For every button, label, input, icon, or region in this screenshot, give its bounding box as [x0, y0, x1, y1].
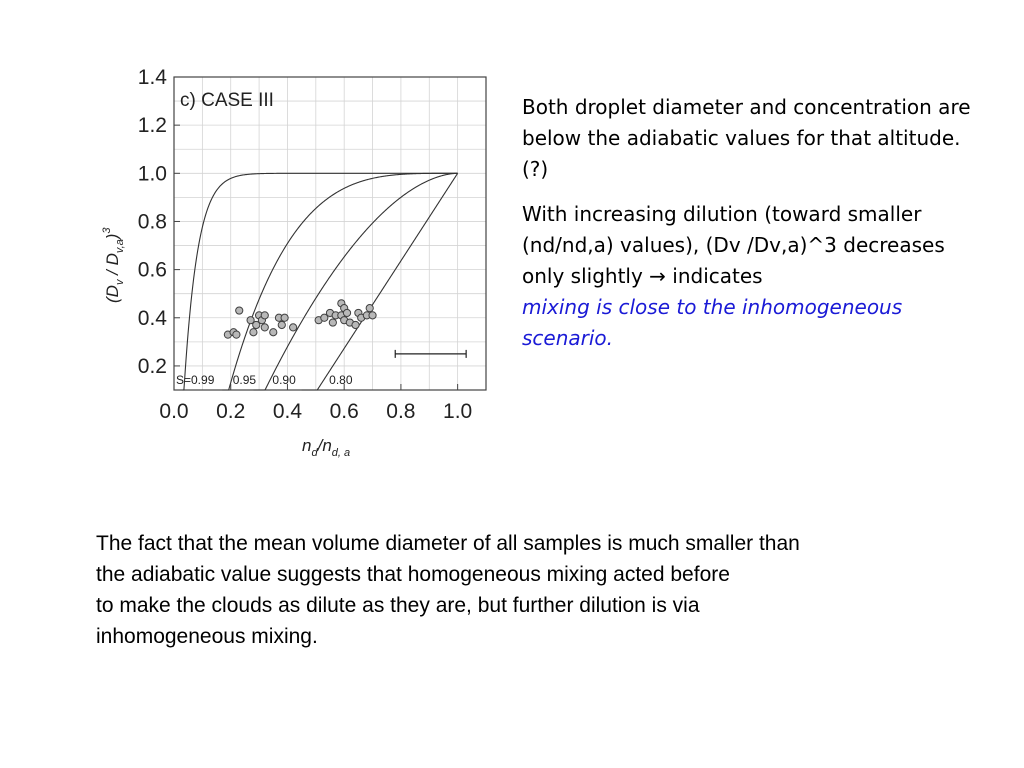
- y-label-mid: / D: [103, 253, 122, 280]
- chart: [90, 58, 490, 458]
- x-tick-label: 0.6: [329, 400, 359, 423]
- y-tick-label: 0.4: [137, 306, 167, 330]
- y-tick-label: 0.2: [137, 354, 167, 378]
- data-point: [366, 305, 373, 312]
- curve-label: 0.90: [272, 373, 296, 387]
- data-point: [343, 309, 350, 316]
- errorbar-layer: [395, 350, 466, 358]
- data-point: [329, 319, 336, 326]
- mixing-curve: [302, 173, 458, 390]
- data-point: [236, 307, 243, 314]
- y-tick-label: 1.0: [137, 162, 167, 186]
- data-point: [290, 324, 297, 331]
- data-point: [281, 314, 288, 321]
- y-tick-label: 1.2: [137, 114, 167, 138]
- mixing-curve: [253, 173, 457, 390]
- x-axis-label: [302, 436, 350, 458]
- curve-label: S=0.99: [176, 373, 215, 387]
- x-tick-label: 0.8: [386, 400, 416, 423]
- y-axis-label: [101, 227, 126, 303]
- x-tick-label: 1.0: [443, 400, 473, 423]
- x-tick-label: 0.4: [272, 400, 303, 423]
- x-label-main: n: [302, 436, 312, 455]
- paragraph-1: Both droplet diameter and concentration are below the adiabatic values for that altitude. (?): [522, 95, 971, 181]
- x-tick-label: 0.2: [216, 400, 246, 423]
- data-point: [250, 329, 257, 336]
- x-tick-label: 0.0: [159, 400, 189, 423]
- x-label-sub1: d: [311, 447, 318, 458]
- paragraph-2: [522, 199, 992, 354]
- explanation-text: [522, 92, 992, 368]
- y-tick-label: 1.4: [137, 66, 167, 89]
- data-point: [233, 331, 240, 338]
- x-label-sub2: d, a: [331, 447, 351, 458]
- data-point: [261, 312, 268, 319]
- paragraph-2-highlight: mixing is close to the inhomogeneous scenario.: [522, 295, 903, 350]
- tick-layer: [138, 66, 472, 423]
- conclusion-line-3: to make the clouds as dilute as they are, but further dilution is via: [96, 594, 700, 617]
- x-label-mid: /n: [317, 436, 332, 455]
- y-label-main: (D: [103, 285, 122, 303]
- data-point: [270, 329, 277, 336]
- conclusion-line-1: The fact that the mean volume diameter of all samples is much smaller than: [96, 532, 800, 555]
- y-label-sub2: v,a: [114, 239, 126, 254]
- curve-label: 0.95: [232, 373, 257, 387]
- curve-layer: [183, 173, 458, 390]
- y-label-end: ): [103, 233, 122, 240]
- y-tick-label: 0.8: [137, 210, 167, 234]
- paragraph-2-plain-2: indicates: [665, 264, 763, 288]
- paragraph-2-plain: With increasing dilution (toward smaller (nd/nd,a) values), (Dv /Dv,a)^3 decreases only slightly: [522, 202, 945, 288]
- data-point: [278, 321, 285, 328]
- y-label-sub1: v: [114, 279, 126, 286]
- plot-frame: [174, 77, 486, 390]
- conclusion-line-2: the adiabatic value suggests that homogeneous mixing acted before: [96, 563, 730, 586]
- arrow-icon: →: [649, 264, 666, 288]
- curve-label: 0.80: [329, 373, 353, 387]
- y-label-sup: 3: [101, 227, 113, 234]
- data-point: [352, 321, 359, 328]
- chart-title: c) CASE III: [180, 90, 274, 111]
- conclusion-line-4: inhomogeneous mixing.: [96, 625, 318, 648]
- data-point: [369, 312, 376, 319]
- conclusion-text: [96, 528, 976, 652]
- data-point: [261, 324, 268, 331]
- mixing-curve: [183, 173, 458, 390]
- grid-layer: [174, 77, 486, 390]
- mixing-curve: [222, 173, 457, 390]
- y-tick-label: 0.6: [137, 258, 167, 282]
